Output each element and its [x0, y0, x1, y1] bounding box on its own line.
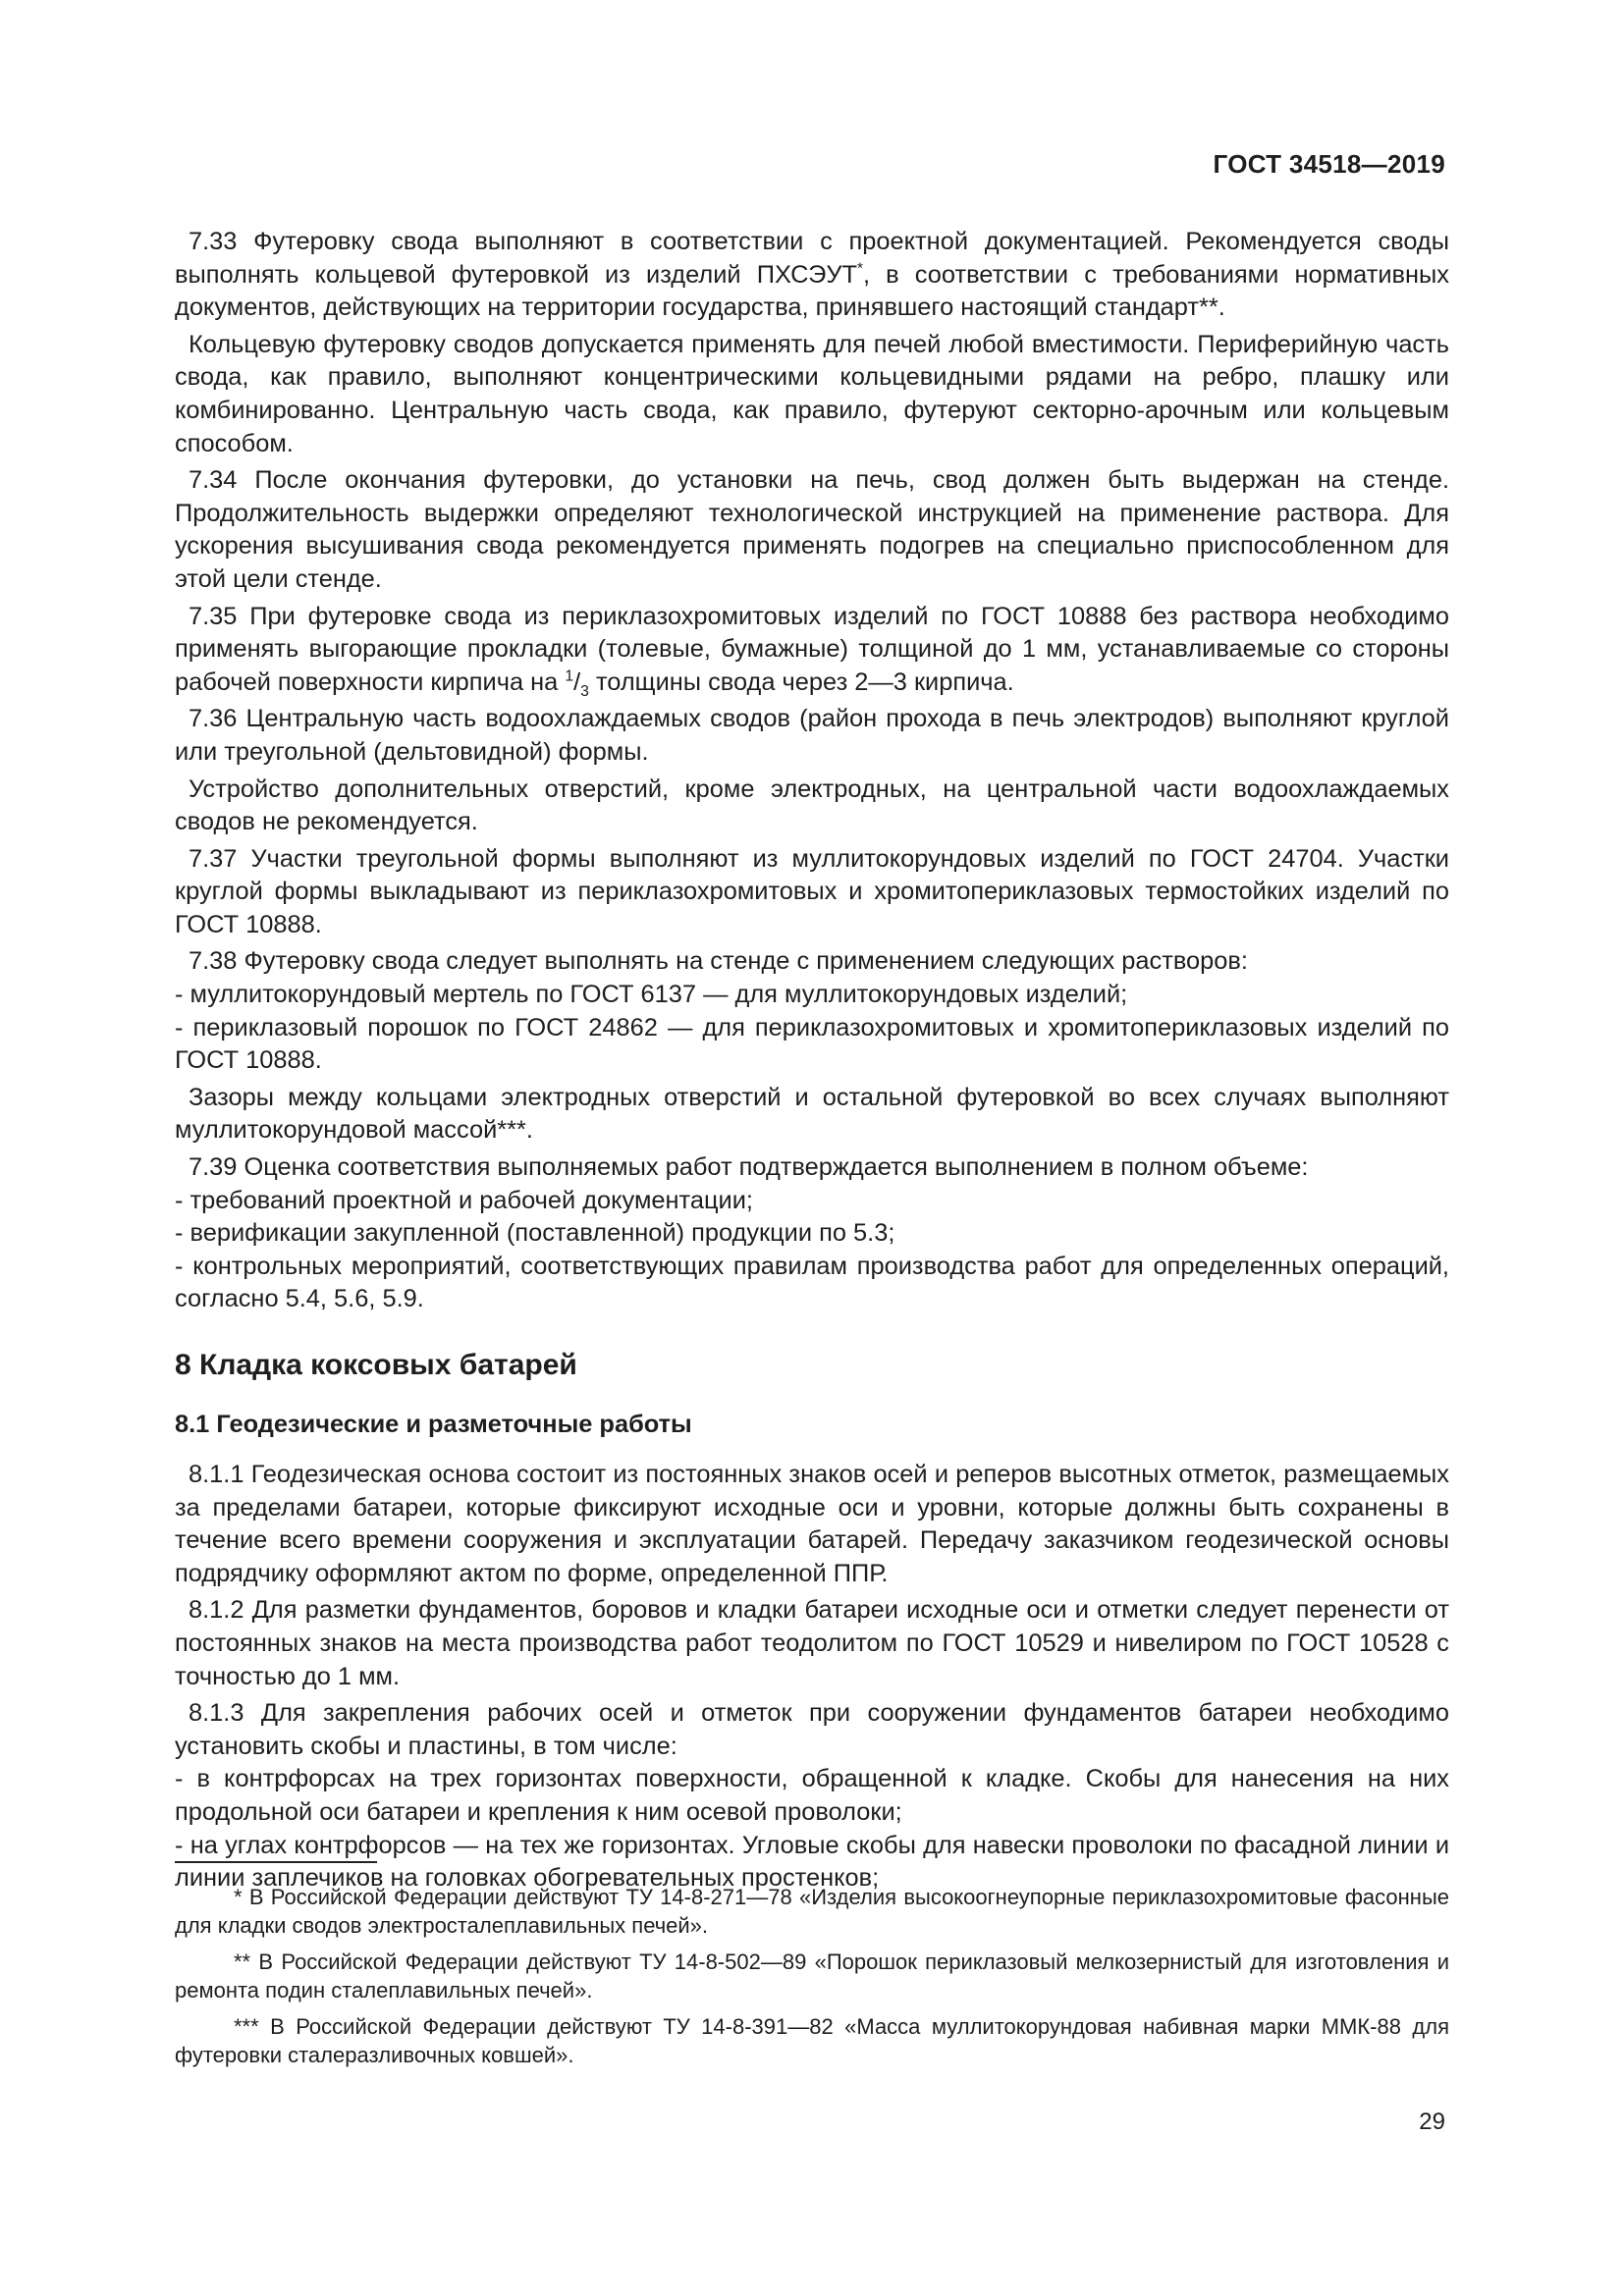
document-header-id: ГОСТ 34518—2019: [1213, 149, 1445, 179]
paragraph-7-33-text-a: 7.33 Футеровку свода выполняют в соответствии с проектной документацией. Рекомендуется своды выполнять кольцевой футеровкой из изделий ПХСЭУТ: [175, 228, 1449, 289]
paragraph-7-35-text-b: толщины свода через 2—3 кирпича.: [588, 667, 1014, 696]
footnote-2: ** В Российской Федерации действуют ТУ 14-8-502—89 «Порошок периклазовый мелкозернистый для изготовления и ремонта подин сталеплавильных печей».: [175, 1949, 1449, 2002]
list-item-verification: - верификации закупленной (поставленной) продукции по 5.3;: [175, 1219, 895, 1248]
paragraph-7-39: 7.39 Оценка соответствия выполняемых работ подтверждается выполнением в полном объеме:: [189, 1153, 1309, 1182]
subsection-heading-8-1: 8.1 Геодезические и разметочные работы: [175, 1411, 692, 1438]
paragraph-7-33: [175, 226, 1449, 325]
list-item-requirements: - требований проектной и рабочей документации;: [175, 1186, 753, 1214]
footnote-ref-1[interactable]: *: [857, 260, 863, 278]
paragraph-8-1-1: 8.1.1 Геодезическая основа состоит из постоянных знаков осей и реперов высотных отметок, размещаемых за пределами батареи, которые фиксируют исходные оси и уровни, которые должны быть сохранены в течение всего времени сооружения и эксплуатации батарей. Передачу заказчиком геодезической основы подрядчику оформляют актом по форме, определенной ППР.: [175, 1461, 1449, 1587]
paragraph-extra-holes: Устройство дополнительных отверстий, кроме электродных, на центральной части водоохлаждаемых сводов не рекомендуется.: [175, 774, 1449, 836]
footnote-divider: [175, 1861, 377, 1863]
paragraph-7-35: 7.35 При футеровке свода из периклазохромитовых изделий по ГОСТ 10888 без раствора необходимо применять выгорающие прокладки (толевые, бумажные) толщиной до 1 мм, устанавливаемые со стороны рабочей поверхности кирпича на $^1/_3$ толщины свода через 2—3 кирпича.: [175, 602, 1449, 700]
document-body: [175, 226, 1449, 1896]
list-item-mortar: - муллитокорундовый мертель по ГОСТ 6137 — для муллитокорундовых изделий;: [175, 981, 1128, 1009]
page-number: 29: [1419, 2109, 1445, 2135]
paragraph-gaps: Зазоры между кольцами электродных отверстий и остальной футеровкой во всех случаях выполняют муллитокорундовой массой***.: [175, 1083, 1449, 1145]
section-heading-8: 8 Кладка коксовых батарей: [175, 1349, 577, 1381]
fraction-denominator: 3: [580, 682, 589, 700]
paragraph-7-38: 7.38 Футеровку свода следует выполнять на стенде с применением следующих растворов:: [189, 947, 1248, 976]
paragraph-7-35-text-a: 7.35 При футеровке свода из периклазохромитовых изделий по ГОСТ 10888 без раствора необходимо применять выгорающие прокладки (толевые, бумажные) толщиной до 1 мм, устанавливаемые со стороны рабочей поверхности кирпича на: [175, 602, 1449, 696]
paragraph-7-37: 7.37 Участки треугольной формы выполняют из муллитокорундовых изделий по ГОСТ 24704. Участки круглой формы выкладывают из периклазохромитовых и хромитопериклазовых термостойких изделий по ГОСТ 10888.: [175, 844, 1449, 938]
footnote-1: * В Российской Федерации действуют ТУ 14-8-271—78 «Изделия высокоогнеупорные периклазохромитовые фасонные для кладки сводов электросталеплавильных печей».: [175, 1885, 1449, 1938]
paragraph-7-34: 7.34 После окончания футеровки, до установки на печь, свод должен быть выдержан на стенде. Продолжительность выдержки определяют технологической инструкцией на применение раствора. Для ускорения высушивания свода рекомендуется применять подогрев на специально приспособленном для этой цели стенде.: [175, 466, 1449, 593]
list-item-powder: - периклазовый порошок по ГОСТ 24862 — для периклазохромитовых и хромитопериклазовых изделий по ГОСТ 10888.: [175, 1013, 1449, 1075]
fraction-numerator: 1: [565, 667, 574, 685]
footnotes: [175, 1883, 1449, 2077]
paragraph-7-33-text-b: , в соответствии с требованиями нормативных документов, действующих на территории государства, принявшего настоящий стандарт**.: [175, 260, 1449, 322]
paragraph-8-1-3: 8.1.3 Для закрепления рабочих осей и отметок при сооружении фундаментов батареи необходимо установить скобы и пластины, в том числе:: [175, 1699, 1449, 1760]
paragraph-8-1-2: 8.1.2 Для разметки фундаментов, боровов и кладки батареи исходные оси и отметки следует перенести от постоянных знаков на места производства работ теодолитом по ГОСТ 10529 и нивелиром по ГОСТ 10528 с точностью до 1 мм.: [175, 1596, 1449, 1690]
paragraph-ring-lining: Кольцевую футеровку сводов допускается применять для печей любой вместимости. Периферийную часть свода, как правило, выполняют концентрическими кольцевидными рядами на ребро, плашку или комбинированно. Центральную часть свода, как правило, футеруют секторно-арочным или кольцевым способом.: [175, 330, 1449, 457]
list-item-corners: - на углах контрфорсов — на тех же горизонтах. Угловые скобы для навески проволоки по фасадной линии и линии заплечиков на головках обогревательных простенков;: [175, 1831, 1449, 1893]
list-item-control: - контрольных мероприятий, соответствующих правилам производства работ для определенных операций, согласно 5.4, 5.6, 5.9.: [175, 1252, 1449, 1313]
list-item-buttresses: - в контрфорсах на трех горизонтах поверхности, обращенной к кладке. Скобы для нанесения на них продольной оси батареи и крепления к ним осевой проволоки;: [175, 1765, 1449, 1826]
footnote-3: *** В Российской Федерации действуют ТУ 14-8-391—82 «Масса муллитокорундовая набивная марки ММК-88 для футеровки сталеразливочных ковшей».: [175, 2014, 1449, 2067]
paragraph-7-36: 7.36 Центральную часть водоохлаждаемых сводов (район прохода в печь электродов) выполняют круглой или треугольной (дельтовидной) формы.: [175, 705, 1449, 766]
